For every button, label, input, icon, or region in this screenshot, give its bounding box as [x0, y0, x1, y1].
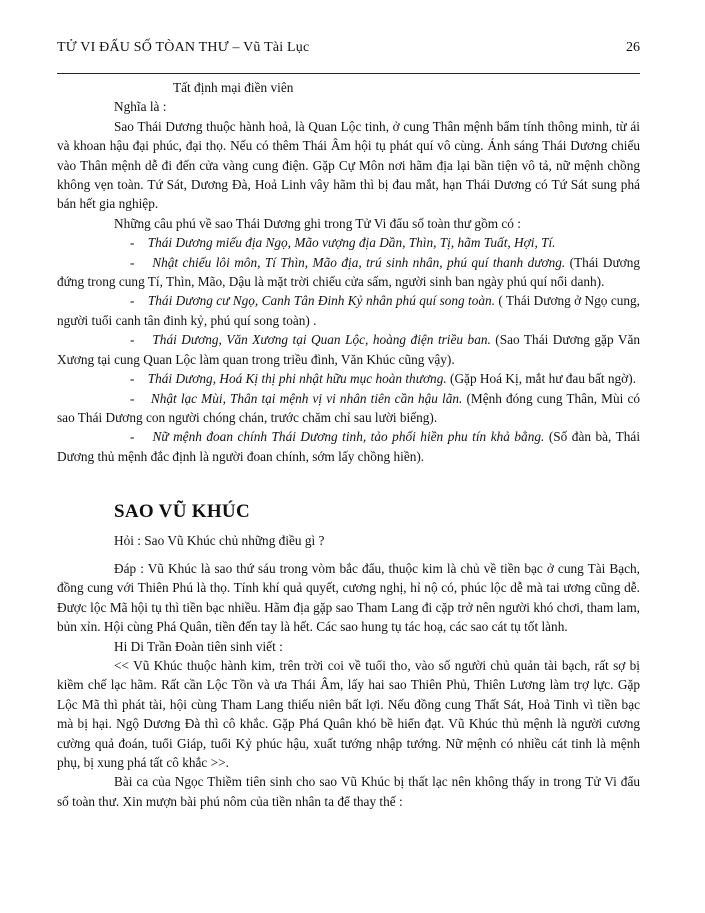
- phrase-explanation: ( Thái Dương ở Ngọ cung, người tuổi canh tân đinh kỷ, phú quí song toàn) .: [57, 293, 640, 328]
- dash-mark: -: [130, 429, 135, 445]
- spacer: [57, 550, 640, 559]
- paragraph-thai-duong: Sao Thái Dương thuộc hành hoả, là Quan Lộc tinh, ở cung Thân mệnh bẩm tính thông minh, từ ái và khoan hậu đại phúc, đại thọ. Nếu có thêm Thái Âm hội tụ phát quí vô cùng. Ánh sáng Thái Dương chiếu vào Thân mệnh dễ đi đến cửa vàng cung điện. Gặp Cự Môn nơi hãm địa lại bần tiện vô tả, nữ mệnh chồng không vẹn toàn. Tứ Sát, Dương Đà, Hoả Linh vây hãm thì bị đau mắt, hạn Thái Dương có Tứ Sát sung phá bán hết gia nghiệp.: [57, 118, 640, 212]
- phrase-item: [57, 427, 640, 466]
- attribution-line: Hi Di Trần Đoàn tiên sinh viết :: [114, 638, 283, 654]
- phrase-italic: Thái Dương miếu địa Ngọ, Mão vượng địa Dần, Thìn, Tị, hãm Tuất, Hợi, Tí.: [147, 235, 556, 251]
- phrase-italic: Thái Dương cư Ngọ, Canh Tân Đinh Kỷ nhân phú quí song toàn.: [147, 293, 496, 309]
- page-number: 26: [626, 40, 640, 55]
- question-line: Hỏi : Sao Vũ Khúc chủ những điều gì ?: [114, 532, 325, 548]
- phrase-item: [57, 369, 640, 388]
- phrase-italic: Nhật lạc Mùi, Thân tại mệnh vị vi nhân tiên cần hậu lãn.: [150, 390, 463, 406]
- dash-mark: -: [130, 371, 135, 387]
- dash-mark: -: [130, 254, 135, 270]
- phrases-intro: Những câu phú về sao Thái Dương ghi trong Tử Vi đẩu số toàn thư gồm có :: [114, 215, 521, 231]
- phrase-explanation: (Gặp Hoá Kị, mắt hư đau bất ngờ).: [446, 371, 636, 387]
- section-heading: SAO VŨ KHÚC: [114, 501, 250, 523]
- page-body: [57, 78, 640, 811]
- quote-paragraph: << Vũ Khúc thuộc hành kim, trên trời coi về tuổi tho, vào số người chủ quản tài bạch, rất sợ bị kiềm chế lạc hãm. Rất cần Lộc Tồn và ưa Thái Âm, lấy hai sao Thiên Phủ, Thiên Lương làm trợ lực. Gặp Lộc Mã thì phát tài, hội cùng Tham Lang thiếu niên bất lợi. Nếu đồng cung Thất Sát, Hoả Tinh vì tiền bạc mà bị hại. Ngộ Dương Đà thì cô khắc. Gặp Phá Quân khó bề hiển đạt. Vũ Khúc thủ mệnh là người cương cường quả đoán, tuổi Giáp, tuổi Kỷ phúc hậu, xuất tướng nhập tướng. Nữ mệnh có nhiều cát tinh là mệnh phụ, bị xung phá tất cô khắc >>.: [57, 657, 640, 770]
- page-header: [57, 40, 640, 62]
- phrase-italic: Nhật chiếu lôi môn, Tí Thìn, Mão địa, trú sinh nhân, phú quí thanh dương.: [152, 254, 566, 270]
- phrase-item: [57, 389, 640, 428]
- verse-line: Tất định mại điền viên: [173, 80, 294, 95]
- phrase-item: [57, 330, 640, 369]
- dash-mark: -: [130, 293, 135, 309]
- dash-mark: -: [130, 390, 135, 406]
- phrase-explanation: (Mệnh đóng cung Thân, Mùi có sao Thái Dương con người chóng chán, trước chăm chỉ sau lười biếng).: [57, 390, 640, 425]
- running-title: TỬ VI ĐẨU SỐ TÒAN THƯ – Vũ Tài Lục: [57, 40, 310, 55]
- phrase-italic: Nữ mệnh đoan chính Thái Dương tinh, tảo phối hiền phu tín khả bằng.: [152, 429, 545, 445]
- phrase-explanation: (Số đàn bà, Thái Dương thủ mệnh đắc định là người đoan chính, sớm lấy chồng hiền).: [57, 429, 641, 464]
- dash-mark: -: [130, 235, 135, 251]
- phrase-explanation: (Sao Thái Dương gặp Văn Xương tại cung Quan Lộc làm quan trong triều đình, Văn Khúc cũng vậy).: [57, 332, 641, 367]
- phrase-item: [57, 253, 640, 292]
- phrase-item: [57, 233, 640, 252]
- phrase-item: [57, 291, 640, 330]
- phrase-explanation: (Thái Dương đứng trong cung Tí, Thìn, Mão, Dậu là mặt trời chiếu cửa sấm, người sinh ban ngày phú quí nổi danh).: [57, 254, 640, 290]
- dash-mark: -: [130, 332, 135, 348]
- closing-paragraph: Bài ca của Ngọc Thiềm tiên sinh cho sao Vũ Khúc bị thất lạc nên không thấy in trong Tử Vi đẩu số toàn thư. Xin mượn bài phú nôm của tiền nhân ta để thay thế :: [57, 774, 640, 809]
- header-rule: [57, 73, 640, 74]
- phrase-italic: Thái Dương, Hoá Kị thị phi nhật hữu mục hoàn thương.: [147, 371, 447, 387]
- answer-paragraph: Đáp : Vũ Khúc là sao thứ sáu trong vòm bắc đẩu, thuộc kim là chủ về tiền bạc ở cung Tài Bạch, đồng cung với Thiên Phú là thọ. Tính khí quả quyết, cương nghị, hỉ nộ có, phúc lộc dễ mà tai ương cũng dễ. Được lộc Mã hội tụ thì tiền bạc nhiều. Hãm địa gặp sao Tham Lang đi cặp trở nên người khó chơi, tham lam, bủn xỉn. Hội cùng Phá Quân, tiền đến tay là hết. Các sao hung tụ tác hoạ, các sao cát tụ tốt lành.: [57, 560, 640, 635]
- phrase-italic: Thái Dương, Văn Xương tại Quan Lộc, hoàng điện triều ban.: [152, 332, 491, 348]
- meaning-label: Nghĩa là :: [114, 99, 167, 115]
